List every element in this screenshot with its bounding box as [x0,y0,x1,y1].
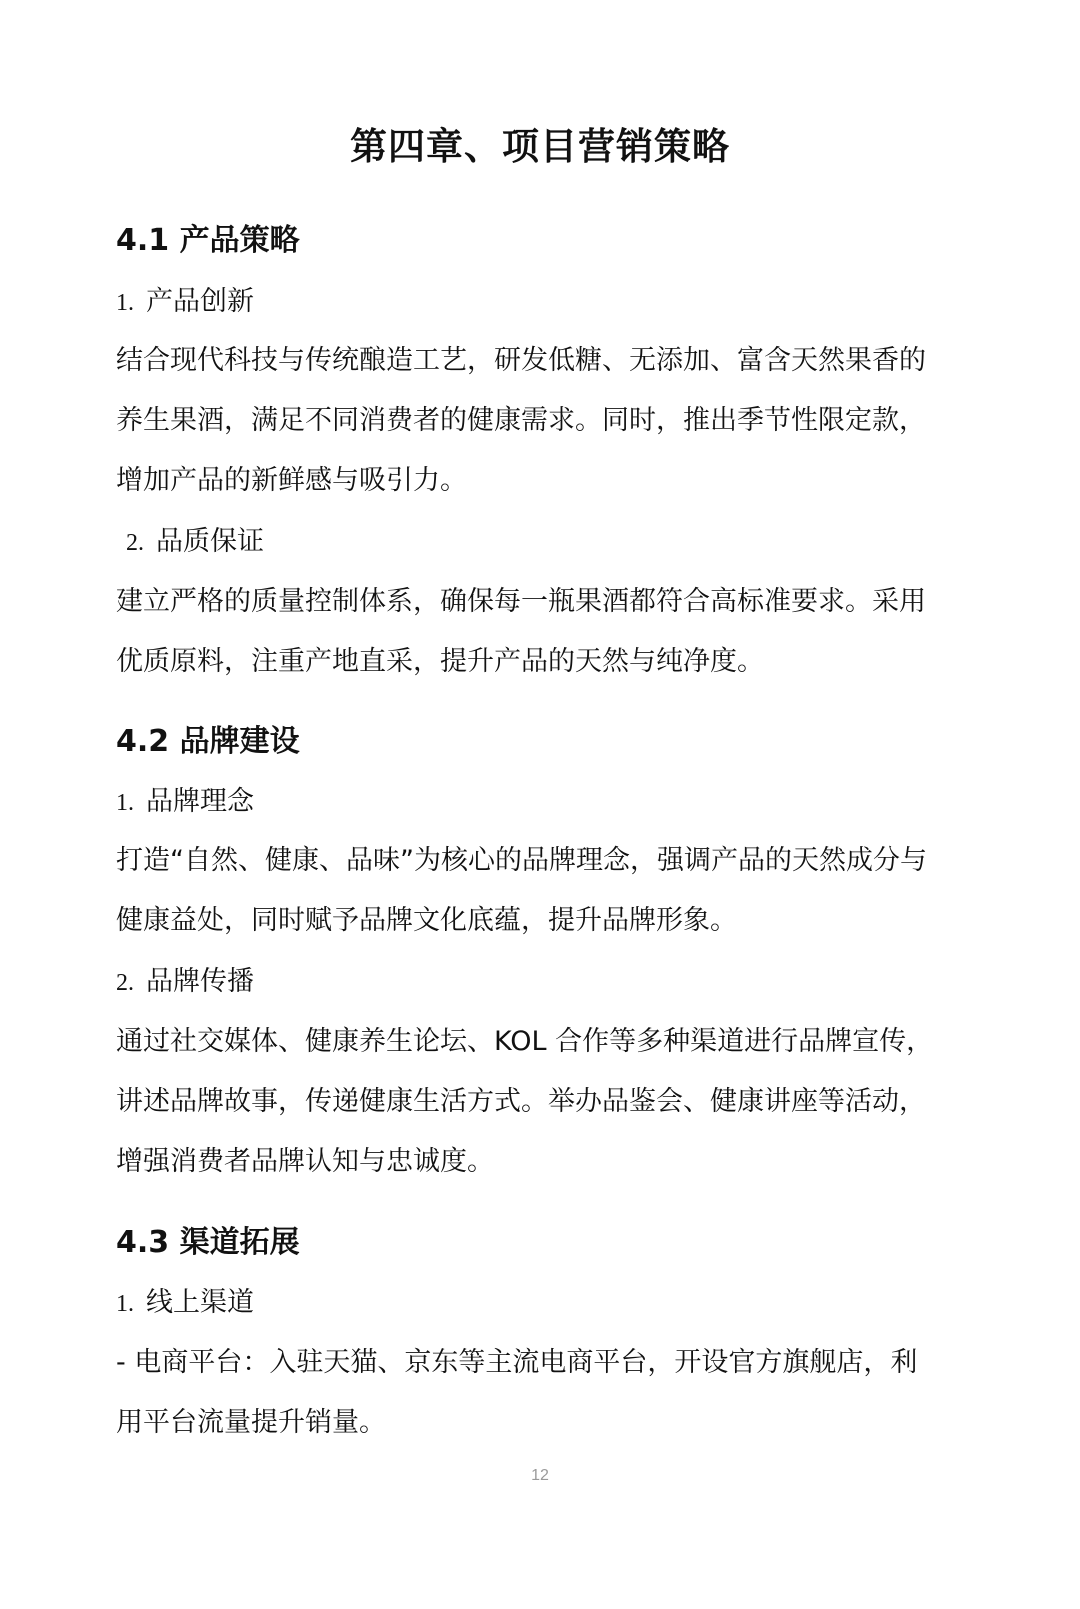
paragraph-line: - 电商平台：入驻天猫、京东等主流电商平台，开设官方旗舰店，利 [116,1347,918,1378]
paragraph-line: 讲述品牌故事，传递健康生活方式。举办品鉴会、健康讲座等活动， [116,1086,926,1117]
paragraph-quality-assurance [116,572,976,692]
section-heading-brand-building: 4.2 品牌建设 [116,724,300,759]
list-number: 1. [116,290,134,316]
paragraph-line: 结合现代科技与传统酿造工艺，研发低糖、无添加、富含天然果香的 [116,345,926,376]
paragraph-brand-communication [116,1012,976,1192]
paragraph-line: 通过社交媒体、健康养生论坛、KOL 合作等多种渠道进行品牌宣传， [116,1026,934,1057]
paragraph-line: 健康益处，同时赋予品牌文化底蕴，提升品牌形象。 [116,905,737,936]
subheading-brand-concept [116,782,254,823]
subheading-product-innovation [116,282,254,323]
paragraph-line: 打造“自然、健康、品味”为核心的品牌理念，强调产品的天然成分与 [116,845,927,876]
paragraph-online-channels [116,1333,976,1453]
subheading-quality-assurance [126,522,264,563]
section-heading-channel-expansion: 4.3 渠道拓展 [116,1225,300,1260]
list-number: 1. [116,1291,134,1317]
page-title: 第四章、项目营销策略 [350,125,730,168]
subheading-label: 品牌传播 [146,966,254,997]
paragraph-line: 优质原料，注重产地直采，提升产品的天然与纯净度。 [116,646,764,677]
paragraph-brand-concept [116,831,976,951]
subheading-label: 线上渠道 [146,1287,254,1318]
list-number: 2. [116,970,134,996]
page-number: 12 [531,1467,549,1484]
paragraph-line: 养生果酒，满足不同消费者的健康需求。同时，推出季节性限定款， [116,405,926,436]
paragraph-line: 增加产品的新鲜感与吸引力。 [116,465,467,496]
subheading-online-channels [116,1283,254,1324]
paragraph-product-innovation [116,331,976,511]
list-number: 1. [116,790,134,816]
section-heading-product-strategy: 4.1 产品策略 [116,223,300,258]
paragraph-line: 用平台流量提升销量。 [116,1407,386,1438]
subheading-label: 品牌理念 [146,786,254,817]
paragraph-line: 建立严格的质量控制体系，确保每一瓶果酒都符合高标准要求。采用 [116,586,926,617]
subheading-brand-communication [116,962,254,1003]
subheading-label: 产品创新 [146,286,254,317]
list-number: 2. [126,530,144,556]
paragraph-line: 增强消费者品牌认知与忠诚度。 [116,1146,494,1177]
subheading-label: 品质保证 [156,526,264,557]
